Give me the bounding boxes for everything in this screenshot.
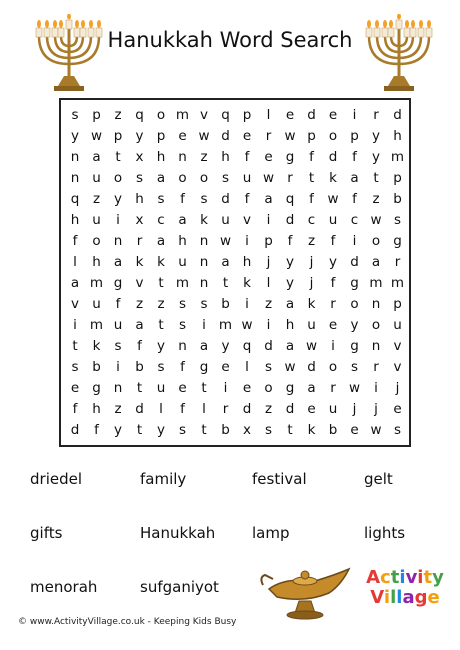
grid-letter: j bbox=[266, 254, 271, 270]
grid-letter: f bbox=[180, 359, 185, 375]
menorah-icon-left bbox=[30, 14, 108, 98]
menorah-icon-right bbox=[360, 14, 438, 98]
grid-letter: q bbox=[70, 191, 80, 207]
grid-letter: u bbox=[328, 401, 338, 417]
grid-letter: i bbox=[202, 317, 206, 333]
grid-letter: u bbox=[242, 170, 252, 186]
grid-letter: m bbox=[390, 275, 405, 291]
grid-letter: w bbox=[262, 170, 275, 186]
grid-letter: q bbox=[242, 338, 252, 354]
grid-letter: y bbox=[329, 254, 337, 270]
grid-letter: i bbox=[116, 359, 120, 375]
page-title: Hanukkah Word Search bbox=[107, 28, 353, 52]
grid-letter: k bbox=[243, 275, 251, 291]
grid-letter: p bbox=[92, 107, 101, 123]
grid-letter: e bbox=[178, 380, 187, 396]
grid-letter: t bbox=[158, 317, 164, 333]
grid-letter: v bbox=[243, 212, 251, 228]
grid-letter: n bbox=[199, 254, 209, 270]
grid-letter: f bbox=[287, 233, 293, 249]
grid-letter: u bbox=[307, 317, 316, 333]
grid-letter: a bbox=[221, 254, 230, 270]
grid-letter: e bbox=[242, 380, 252, 396]
grid-letter: z bbox=[92, 191, 101, 207]
grid-letter: z bbox=[264, 401, 273, 417]
grid-letter: r bbox=[373, 359, 379, 375]
grid-letter: v bbox=[393, 338, 402, 354]
grid-letter: b bbox=[221, 296, 230, 312]
oil-lamp-icon bbox=[255, 555, 355, 625]
grid-letter: t bbox=[201, 422, 207, 438]
footer-copyright: © www.ActivityVillage.co.uk - Keeping Kids Busy bbox=[18, 617, 237, 627]
grid-letter: o bbox=[371, 317, 381, 333]
grid-letter: d bbox=[285, 401, 295, 417]
menorah-drawing bbox=[36, 14, 102, 91]
grid-letter: w bbox=[241, 317, 253, 333]
grid-letter: i bbox=[223, 380, 228, 396]
grid-letter: t bbox=[222, 275, 229, 291]
grid-letter: y bbox=[114, 191, 122, 207]
grid-letter: s bbox=[393, 422, 402, 438]
grid-letter: h bbox=[221, 149, 230, 165]
grid-letter: f bbox=[330, 275, 336, 291]
grid-letter: r bbox=[373, 107, 379, 123]
grid-letter: s bbox=[221, 170, 230, 186]
grid-letter: r bbox=[222, 401, 229, 417]
grid-letter: c bbox=[157, 212, 165, 228]
word-list-item: lamp bbox=[252, 524, 290, 542]
grid-letter: s bbox=[264, 422, 273, 438]
grid-letter: f bbox=[352, 191, 357, 207]
grid-letter: b bbox=[92, 359, 101, 375]
logo-line-2: Village bbox=[370, 587, 440, 608]
grid-letter: o bbox=[371, 233, 381, 249]
grid-letter: e bbox=[328, 317, 338, 333]
grid-letter: r bbox=[394, 254, 401, 270]
grid-letter: e bbox=[307, 401, 316, 417]
grid-letter: y bbox=[350, 317, 359, 333]
grid-letter: h bbox=[156, 149, 166, 165]
grid-letter: t bbox=[308, 170, 315, 186]
grid-letter: p bbox=[264, 233, 273, 249]
grid-letter: z bbox=[264, 296, 273, 312]
grid-letter: a bbox=[92, 149, 101, 165]
grid-letter: s bbox=[178, 317, 187, 333]
grid-letter: d bbox=[70, 422, 80, 438]
grid-letter: n bbox=[199, 233, 209, 249]
grid-letter: q bbox=[221, 107, 230, 123]
grid-letter: p bbox=[393, 170, 402, 186]
grid-letter: o bbox=[178, 170, 187, 186]
word-list-item: driedel bbox=[30, 470, 83, 488]
grid-letter: v bbox=[135, 275, 144, 291]
grid-letter: j bbox=[309, 254, 314, 270]
grid-letter: f bbox=[72, 401, 78, 417]
grid-letter: g bbox=[393, 233, 402, 249]
grid-letter: j bbox=[374, 401, 378, 417]
grid-letter: v bbox=[71, 296, 79, 312]
grid-letter: t bbox=[158, 275, 164, 291]
grid-letter: o bbox=[92, 233, 101, 249]
grid-letter: s bbox=[157, 359, 165, 375]
grid-letter: g bbox=[285, 149, 295, 165]
grid-letter: h bbox=[92, 401, 101, 417]
grid-letter: u bbox=[178, 254, 187, 270]
grid-letter: h bbox=[92, 254, 101, 270]
grid-letter: q bbox=[285, 191, 295, 207]
grid-letter: z bbox=[114, 107, 122, 123]
grid-letter: r bbox=[136, 233, 143, 249]
grid-letter: c bbox=[307, 212, 316, 228]
grid-letter: s bbox=[114, 338, 122, 354]
grid-letter: c bbox=[350, 212, 359, 228]
grid-letter: b bbox=[328, 422, 338, 438]
grid-letter: u bbox=[92, 170, 101, 186]
grid-letter: r bbox=[265, 128, 272, 144]
grid-letter: u bbox=[92, 296, 101, 312]
grid-letter: f bbox=[180, 401, 185, 417]
grid-letter: y bbox=[372, 149, 380, 165]
grid-letter: n bbox=[371, 338, 381, 354]
grid-letter: q bbox=[135, 107, 144, 123]
grid-letter: x bbox=[243, 422, 251, 438]
grid-letter: w bbox=[327, 191, 339, 207]
grid-letter: l bbox=[202, 401, 206, 417]
grid-letter: o bbox=[156, 107, 166, 123]
grid-letter: y bbox=[114, 422, 122, 438]
grid-letter: f bbox=[244, 191, 250, 207]
grid-letter: u bbox=[393, 317, 402, 333]
grid-letter: t bbox=[287, 422, 293, 438]
grid-letter: d bbox=[307, 359, 316, 375]
word-list-item: gifts bbox=[30, 524, 63, 542]
grid-letter: f bbox=[309, 191, 314, 207]
word-list-item: sufganiyot bbox=[140, 578, 219, 596]
grid-letter: d bbox=[328, 149, 338, 165]
grid-letter: d bbox=[221, 191, 230, 207]
grid-letter: j bbox=[395, 380, 400, 396]
grid-letter: b bbox=[393, 191, 402, 207]
grid-letter: g bbox=[285, 380, 295, 396]
grid-letter: x bbox=[135, 212, 144, 228]
grid-letter: m bbox=[175, 275, 190, 291]
grid-letter: n bbox=[113, 380, 123, 396]
grid-letter: i bbox=[352, 107, 357, 123]
grid-letter: f bbox=[94, 422, 99, 438]
grid-letter: n bbox=[371, 296, 381, 312]
grid-letter: e bbox=[285, 107, 295, 123]
grid-letter: p bbox=[350, 128, 359, 144]
grid-letter: h bbox=[135, 191, 144, 207]
grid-letter: t bbox=[373, 170, 379, 186]
grid-letter: v bbox=[200, 107, 208, 123]
grid-letter: y bbox=[286, 254, 294, 270]
grid-letter: v bbox=[393, 359, 402, 375]
grid-letter: m bbox=[89, 275, 104, 291]
grid-letter: n bbox=[113, 233, 123, 249]
grid-letter: t bbox=[72, 338, 78, 354]
grid-letter: o bbox=[328, 359, 338, 375]
grid-letter: z bbox=[135, 296, 144, 312]
grid-letter: k bbox=[329, 170, 337, 186]
grid-letter: e bbox=[328, 107, 338, 123]
grid-letter: i bbox=[374, 380, 378, 396]
word-list-item: Hanukkah bbox=[140, 524, 216, 542]
grid-letter: a bbox=[285, 296, 295, 312]
menorah-drawing bbox=[366, 14, 432, 91]
grid-letter: b bbox=[221, 422, 230, 438]
grid-letter: p bbox=[113, 128, 123, 144]
grid-letter: a bbox=[113, 254, 123, 270]
grid-letter: i bbox=[331, 338, 335, 354]
grid-letter: u bbox=[113, 317, 123, 333]
grid-letter: h bbox=[70, 212, 80, 228]
word-list-item: gelt bbox=[364, 470, 393, 488]
word-list-item: family bbox=[140, 470, 187, 488]
grid-letter: h bbox=[393, 128, 402, 144]
grid-letter: m bbox=[390, 149, 405, 165]
grid-letter: a bbox=[285, 338, 295, 354]
grid-letter: w bbox=[198, 128, 210, 144]
grid-letter: f bbox=[352, 149, 357, 165]
grid-letter: w bbox=[305, 338, 318, 354]
grid-letter: h bbox=[178, 233, 187, 249]
grid-letter: a bbox=[350, 170, 359, 186]
grid-letter: s bbox=[71, 107, 79, 123]
grid-letter: e bbox=[242, 128, 252, 144]
grid-letter: f bbox=[244, 149, 250, 165]
grid-letter: u bbox=[328, 212, 338, 228]
grid-letter: f bbox=[330, 233, 336, 249]
grid-letter: f bbox=[180, 191, 185, 207]
grid-letter: l bbox=[266, 275, 271, 291]
grid-letter: k bbox=[92, 338, 101, 354]
word-search-grid bbox=[59, 98, 411, 447]
grid-letter: t bbox=[115, 149, 121, 165]
grid-letter: m bbox=[218, 317, 233, 333]
grid-letter: t bbox=[136, 422, 143, 438]
grid-letter: y bbox=[372, 128, 380, 144]
grid-letter: i bbox=[116, 212, 120, 228]
grid-letter: b bbox=[135, 359, 144, 375]
word-list-item: lights bbox=[364, 524, 406, 542]
grid-letter: p bbox=[156, 128, 166, 144]
grid-letter: o bbox=[350, 296, 359, 312]
grid-letter: g bbox=[350, 338, 359, 354]
grid-letter: a bbox=[156, 170, 166, 186]
grid-letter: n bbox=[199, 275, 209, 291]
grid-letter: h bbox=[242, 254, 252, 270]
grid-letter: z bbox=[200, 149, 208, 165]
grid-letter: f bbox=[72, 233, 78, 249]
grid-letter: w bbox=[370, 212, 382, 228]
grid-letter: j bbox=[309, 275, 314, 291]
grid-letter: h bbox=[285, 317, 295, 333]
grid-letter: n bbox=[70, 170, 80, 186]
grid-letter: x bbox=[135, 149, 144, 165]
grid-letter: z bbox=[372, 191, 380, 207]
grid-letter: o bbox=[113, 170, 123, 186]
grid-letter: s bbox=[178, 422, 187, 438]
grid-letter: i bbox=[245, 296, 249, 312]
grid-letter: w bbox=[348, 380, 361, 396]
grid-letter: r bbox=[287, 170, 293, 186]
grid-letter: d bbox=[242, 401, 252, 417]
grid-letter: k bbox=[200, 212, 208, 228]
grid-letter: d bbox=[135, 401, 144, 417]
grid-letter: d bbox=[307, 107, 316, 123]
grid-letter: e bbox=[393, 401, 402, 417]
grid-letter: e bbox=[264, 149, 273, 165]
grid-letter: f bbox=[115, 296, 121, 312]
grid-letter: a bbox=[264, 191, 273, 207]
grid-letter: t bbox=[201, 380, 207, 396]
grid-letter: p bbox=[393, 296, 402, 312]
grid-letter: y bbox=[135, 128, 144, 144]
grid-letter: u bbox=[156, 380, 166, 396]
grid-letter: e bbox=[70, 380, 80, 396]
grid-letter: s bbox=[264, 359, 273, 375]
word-list-item: menorah bbox=[30, 578, 98, 596]
grid-letter: w bbox=[284, 128, 296, 144]
grid-letter: r bbox=[330, 296, 336, 312]
grid-letter: a bbox=[70, 275, 80, 291]
word-list-item: festival bbox=[252, 470, 307, 488]
grid-letter: o bbox=[264, 380, 273, 396]
grid-letter: a bbox=[307, 380, 316, 396]
grid-letter: y bbox=[221, 338, 230, 354]
grid-letter: l bbox=[245, 359, 249, 375]
activity-village-logo bbox=[360, 568, 450, 608]
grid-letter: i bbox=[352, 233, 357, 249]
grid-letter: i bbox=[266, 212, 271, 228]
grid-letter: u bbox=[92, 212, 101, 228]
grid-letter: m bbox=[369, 275, 383, 291]
grid-letter: m bbox=[175, 107, 190, 123]
grid-letter: e bbox=[178, 128, 187, 144]
grid-letter: y bbox=[157, 422, 165, 438]
grid-letter: w bbox=[219, 233, 232, 249]
grid-letter: a bbox=[371, 254, 381, 270]
grid-letter: y bbox=[71, 128, 79, 144]
grid-letter: o bbox=[328, 128, 338, 144]
grid-letter: g bbox=[92, 380, 101, 396]
grid-letter: l bbox=[159, 401, 163, 417]
grid-letter: d bbox=[221, 128, 230, 144]
grid-letter: f bbox=[309, 149, 314, 165]
grid-letter: p bbox=[242, 107, 252, 123]
grid-letter: t bbox=[136, 380, 143, 396]
grid-letter: a bbox=[156, 233, 166, 249]
grid-letter: k bbox=[135, 254, 144, 270]
grid-letter: s bbox=[178, 296, 187, 312]
grid-letter: d bbox=[285, 212, 295, 228]
grid-letter: g bbox=[199, 359, 209, 375]
grid-letter: z bbox=[157, 296, 165, 312]
grid-letter: w bbox=[284, 359, 296, 375]
grid-letter: a bbox=[135, 317, 144, 333]
grid-letter: s bbox=[350, 359, 359, 375]
grid-letter: n bbox=[70, 149, 80, 165]
grid-letter: l bbox=[73, 254, 77, 270]
grid-letter: n bbox=[178, 338, 187, 354]
grid-letter: w bbox=[370, 422, 382, 438]
grid-letter: a bbox=[199, 338, 209, 354]
grid-letter: s bbox=[393, 212, 402, 228]
grid-letter: s bbox=[200, 191, 208, 207]
grid-letter: g bbox=[350, 275, 359, 291]
grid-letter: k bbox=[307, 422, 316, 438]
grid-letter: d bbox=[350, 254, 359, 270]
grid-letter: e bbox=[350, 422, 359, 438]
grid-letter: i bbox=[245, 233, 249, 249]
grid-letter: y bbox=[286, 275, 294, 291]
logo-line-1: Activity bbox=[366, 567, 444, 588]
grid-letter: m bbox=[89, 317, 104, 333]
grid-letter: e bbox=[221, 359, 230, 375]
grid-letter: s bbox=[71, 359, 79, 375]
grid-letter: l bbox=[266, 107, 271, 123]
grid-letter: z bbox=[114, 401, 122, 417]
grid-letter: j bbox=[352, 401, 357, 417]
grid-letter: w bbox=[90, 128, 103, 144]
grid-letter: s bbox=[135, 170, 144, 186]
grid-letter: a bbox=[178, 212, 187, 228]
grid-letter: z bbox=[307, 233, 316, 249]
grid-letter: o bbox=[199, 170, 209, 186]
grid-letter: i bbox=[73, 317, 77, 333]
grid-letter: d bbox=[393, 107, 402, 123]
grid-letter: i bbox=[266, 317, 271, 333]
grid-letter: s bbox=[200, 296, 208, 312]
grid-letter: k bbox=[307, 296, 316, 312]
grid-letter: k bbox=[157, 254, 165, 270]
grid-letter: n bbox=[178, 149, 187, 165]
grid-letter: f bbox=[137, 338, 142, 354]
grid-letter: s bbox=[157, 191, 165, 207]
grid-letter: d bbox=[264, 338, 273, 354]
grid-letter: p bbox=[307, 128, 316, 144]
grid-letter: u bbox=[221, 212, 230, 228]
grid-letter: r bbox=[330, 380, 336, 396]
grid-letter: y bbox=[157, 338, 165, 354]
grid-letter: g bbox=[113, 275, 123, 291]
